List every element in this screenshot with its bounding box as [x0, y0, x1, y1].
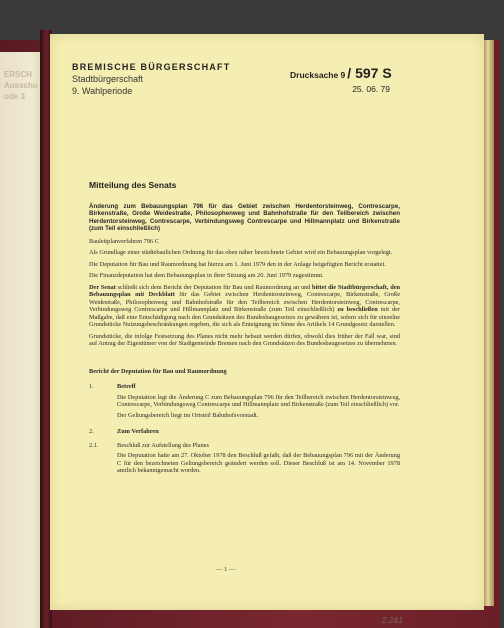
drucksache-id: / 597 S [347, 65, 392, 81]
report-item [89, 442, 400, 478]
senat-text-2: für das Gebiet zwischen Herdentorsteinweg, Contrescarpe, Birkenstraße, Große Weidestraße, Philosophenweg und Bahnhofstraße für den Teilbereich zwischen Herdentorsteinweg, Contrescarpe, Verbindungsweg Contrescarpe und Hillmannplatz und Birkenstraße (zum Teil einschließlich) [89, 291, 400, 314]
ghost-text-1: ERSCH [4, 70, 33, 79]
organization-body: Stadtbürgerschaft [72, 74, 144, 84]
item-body [117, 383, 400, 422]
item-number: 2. [89, 428, 94, 436]
procedure-line: Bauleitplanverfahren 796 C [89, 237, 159, 245]
senat-lead: Der Senat [89, 283, 116, 291]
subject-line: Änderung zum Bebauungsplan 796 für das Gebiet zwischen Herdentorsteinweg, Contrescarpe, Birkenstraße, Große Weidestraße, Philosophenweg und Bahnhofstraße für den Teilbereich zwischen Herdentorsteinweg, Contrescarpe, Verbindungsweg Contrescarpe und Hillmannplatz und Birkenstraße (zum Teil einschließlich) [89, 203, 400, 233]
item-title: Betreff [117, 383, 136, 391]
ghost-text-3: ode 3 [4, 92, 25, 101]
item-paragraph: Die Deputation legt die Änderung C zum Bebauungsplan 796 für den Teilbereich zwischen Herdentorsteinweg, Contrescarpe, Verbindungsweg Contrescarpe und Hillmannplatz und Birkenstraße (zum Teil einschließlich) vor. [117, 393, 400, 409]
item-body [117, 428, 400, 439]
item-body [117, 442, 400, 478]
paragraph-senat [89, 284, 400, 329]
item-paragraph: Die Deputation hatte am 27. Oktober 1978 den Beschluß gefaßt, daß der Bebauungsplan 796 mit der Änderung C für den bezeichneten Geltungsbereich geändert werden soll. Dieser Beschluß ist am 14. November 1978 amtlich bekanntgemacht worden. [117, 452, 400, 475]
senat-text-1: schließt sich dem Bericht der Deputation für Bau und Raumordnung an und [115, 283, 313, 291]
ghost-text-2: Ausschu [4, 81, 38, 90]
senat-bold-2: zu beschließen [337, 306, 378, 314]
senat-bold-1: bittet die Stadtbürgerschaft, den Bebauungsplan mit Deckblatt [89, 283, 401, 299]
item-number: 1. [89, 383, 94, 391]
document-body [89, 203, 400, 481]
paragraph-basis: Als Grundlage einer städtebaulichen Ordnung für das oben näher bezeichnete Gebiet wird ein Bebauungsplan vorgelegt. [89, 249, 393, 257]
item-paragraph: Der Geltungsbereich liegt im Ortsteil Bahnhofsvorstadt. [117, 411, 259, 419]
report-item [89, 428, 400, 439]
drucksache-number [290, 65, 392, 83]
senat-text-3: mit der Maßgabe, daß eine Entschädigung nach den Grundsätzen des Bundesbaugesetzes zu gewähren ist, sofern sich für einzelne Grundstücke Nutzungsbeschränkungen ergeben, die sich als Enteignung im Sinne des Artikels 14 Grundgesetz darstellen. [89, 306, 400, 329]
page-number: — 1 — [216, 566, 236, 573]
document-title: Mitteilung des Senats [89, 180, 177, 190]
item-number: 2.1. [89, 441, 99, 449]
document-date: 25. 06. 79 [352, 84, 390, 94]
handwritten-note: 2.2&1 [382, 616, 403, 625]
document-header [72, 62, 230, 96]
item-title: Beschluß zur Aufstellung des Planes [117, 441, 209, 449]
legislative-period: 9. Wahlperiode [72, 86, 133, 96]
page-stack-edge [484, 40, 494, 606]
paragraph-land: Grundstücke, die infolge Festsetzung des Planes nicht mehr bebaut werden dürfen, obwohl dies früher der Fall war, sind auf Antrag der Eigentümer von der Stadtgemeinde Bremen nach den Grundsätzen des Bundesbaugesetzes zu übernehmen. [89, 332, 400, 348]
paragraph-report: Die Deputation für Bau und Raumordnung hat hierzu am 1. Juni 1979 den in der Anlage beigefügten Bericht erstattet. [89, 260, 386, 268]
report-item [89, 383, 400, 422]
organization-name: BREMISCHE BÜRGERSCHAFT [72, 62, 231, 72]
paragraph-finance: Die Finanzdeputation hat dem Bebauungsplan in ihrer Sitzung am 20. Juni 1979 zugestimmt. [89, 272, 324, 280]
report-title: Bericht der Deputation für Bau und Raumordnung [89, 367, 227, 375]
item-title: Zum Verfahren [117, 428, 159, 436]
drucksache-label: Drucksache 9 [290, 70, 346, 80]
